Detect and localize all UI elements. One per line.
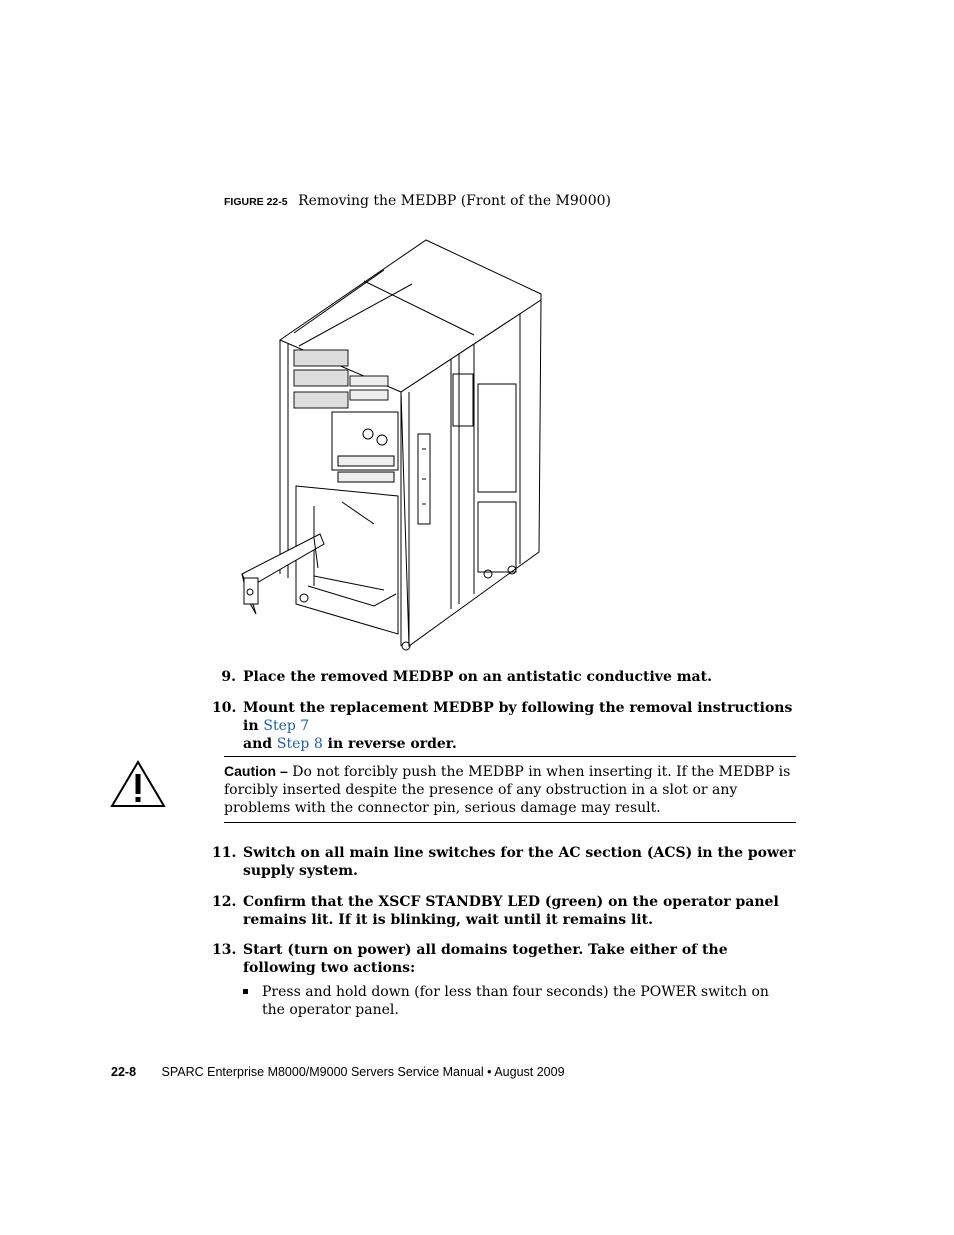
step-13: 13. Start (turn on power) all domains together. Take either of the following two actions: xyxy=(212,942,728,976)
figure-caption xyxy=(224,192,611,211)
footer-separator: • xyxy=(487,1065,492,1079)
bullet-square-icon xyxy=(243,989,248,994)
caution-note xyxy=(224,762,796,817)
caution-bottom-rule xyxy=(224,822,796,823)
warning-triangle-icon xyxy=(110,760,166,808)
publication-date: August 2009 xyxy=(494,1065,565,1079)
manual-title: SPARC Enterprise M8000/M9000 Servers Service Manual xyxy=(161,1065,484,1079)
caution-top-rule xyxy=(224,756,796,757)
step-12: 12. Confirm that the XSCF STANDBY LED (green) on the operator panel remains lit. If it is blinking, wait until it remains lit. xyxy=(212,894,779,928)
figure-label: FIGURE 22-5 xyxy=(224,196,288,208)
caution-text: Do not forcibly push the MEDBP in when inserting it. If the MEDBP is forcibly inserted despite the presence of any obstruction in a slot or any problems with the connector pin, serious damage may result. xyxy=(224,764,791,816)
step-10: 10. Mount the replacement MEDBP by following the removal instructions in Step 7 and Step 8 in reverse order. xyxy=(212,700,793,752)
step-11: 11. Switch on all main line switches for the AC section (ACS) in the power supply system. xyxy=(212,845,796,879)
step-9: 9. Place the removed MEDBP on an antistatic conductive mat. xyxy=(221,669,712,685)
caution-label: Caution – xyxy=(224,763,288,779)
page-footer xyxy=(111,1064,565,1080)
list-item: Press and hold down (for less than four seconds) the POWER switch on the operator panel. xyxy=(243,983,795,1019)
step-8-link[interactable]: Step 8 xyxy=(276,736,323,752)
server-cabinet-illustration xyxy=(234,234,546,654)
figure-title: Removing the MEDBP (Front of the M9000) xyxy=(298,193,611,209)
step-7-link[interactable]: Step 7 xyxy=(263,718,310,734)
page-number: 22-8 xyxy=(111,1065,137,1079)
